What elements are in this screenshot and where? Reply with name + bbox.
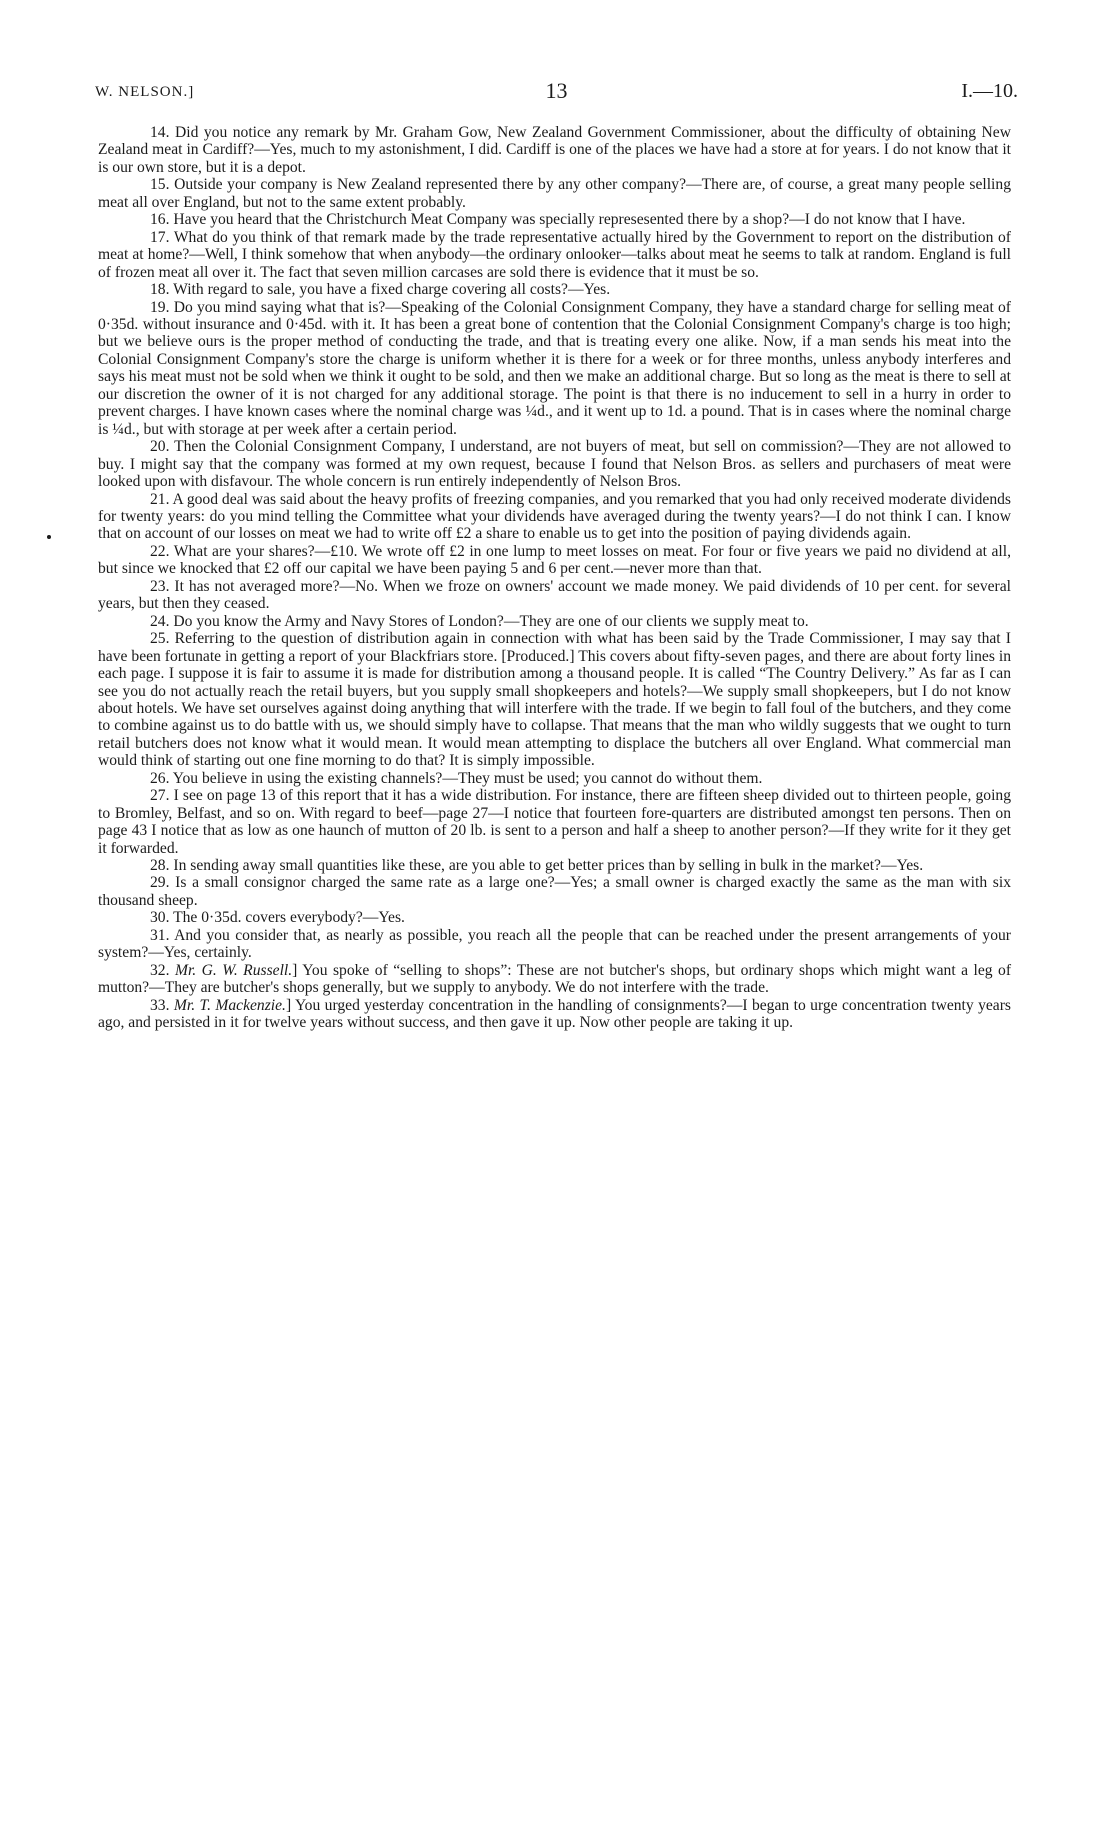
document-reference: I.—10. <box>961 80 1018 102</box>
speaker-name: Mr. G. W. Russell. <box>174 961 293 979</box>
paragraph-q16: 16. Have you heard that the Christchurch Meat Company was specially represesented there by a shop?—I do not know that I have. <box>150 211 966 229</box>
paragraph-q22: 22. What are your shares?—£10. We wrote off £2 in one lump to meet losses on meat. For four or five years we paid no dividend at all, but since we knocked that £2 off our capital we have been paying 5 and 6 per cent.—never more than that. <box>98 542 1011 578</box>
paragraph-text: ] You urged yesterday concentration in the handling of consignments?—I began to urge concentration twenty years ago, and persisted in it for twelve years without success, and then gave it up. Now other people are taking it up. <box>98 996 1011 1032</box>
paragraph-q32 <box>98 962 1011 997</box>
paragraph-q31: 31. And you consider that, as nearly as possible, you reach all the people that can be reached under the present arrangements of your system?—Yes, certainly. <box>98 926 1011 962</box>
paragraph-text: ] You spoke of “selling to shops”: These are not butcher's shops, but ordinary shops which might want a leg of mutton?—They are butcher's shops generally, but we supply to anybody. We do not interfere with the trade. <box>98 961 1012 997</box>
paragraph-q23: 23. It has not averaged more?—No. When we froze on owners' account we made money. We paid dividends of 10 per cent. for several years, but then they ceased. <box>98 577 1011 613</box>
page-number: 13 <box>545 78 568 103</box>
paragraph-q20: 20. Then the Colonial Consignment Company, I understand, are not buyers of meat, but sell on commission?—They are not allowed to buy. I might say that the company was formed at my own request, because I found that Nelson Bros. as sellers and purchasers of meat were looked upon with disfavour. The whole concern is run entirely independently of Nelson Bros. <box>98 438 1011 491</box>
question-number: 32. <box>150 961 170 979</box>
paragraph-q25: 25. Referring to the question of distribution again in connection with what has been said by the Trade Commissioner, I may say that I have been fortunate in getting a report of your Blackfriars store. [Produced.] This covers about fifty-seven pages, and there are about forty lines in each page. I suppose it is fair to assume it is made for distribution among a thousand people. It is called “The Country Delivery.” As far as I can see you do not actually reach the retail buyers, but you supply small shopkeepers and hotels?—We supply small shopkeepers, but I do not know about hotels. We have set ourselves against doing anything that will interfere with the trade. If we begin to fall foul of the butchers, and they come to combine against us to do battle with us, we should simply have to collapse. That means that the man who wildly suggests that we ought to turn retail butchers does not know what it would mean. It would mean attempting to displace the butchers all over England. What commercial man would think of starting out one fine morning to do that? It is simply impossible. <box>98 630 1011 770</box>
document-body <box>98 124 1011 1032</box>
paragraph-q17: 17. What do you think of that remark made by the trade representative actually hired by the Government to report on the distribution of meat at home?—Well, I think somehow that when anybody—the ordinary onlooker—talks about meat he seems to talk at random. England is full of frozen meat all over it. The fact that seven million carcases are sold there is evidence that it must be so. <box>98 228 1011 281</box>
page-header <box>95 78 1018 108</box>
margin-mark <box>47 535 51 539</box>
witness-name: W. NELSON.] <box>95 84 195 100</box>
paragraph-q21: 21. A good deal was said about the heavy profits of freezing companies, and you remarked that you had only received moderate dividends for twenty years: do you mind telling the Committee what your dividends have averaged during the twenty years?—I do not think I can. I know that on account of our losses on meat we had to write off £2 a share to enable us to get into the position of paying dividends again. <box>98 490 1011 543</box>
question-number: 33. <box>150 996 170 1014</box>
paragraph-q18: 18. With regard to sale, you have a fixed charge covering all costs?—Yes. <box>150 281 611 299</box>
speaker-name: Mr. T. Mackenzie. <box>173 996 286 1014</box>
paragraph-q30: 30. The 0·35d. covers everybody?—Yes. <box>150 909 405 927</box>
paragraph-q27: 27. I see on page 13 of this report that it has a wide distribution. For instance, there are fifteen sheep divided out to thirteen people, going to Bromley, Belfast, and so on. With regard to beef—page 27—I notice that fourteen fore-quarters are distributed amongst ten persons. Then on page 43 I notice that as low as one haunch of mutton of 20 lb. is sent to a person and half a sheep to another person?—If they write for it they get it forwarded. <box>98 787 1011 857</box>
paragraph-q24: 24. Do you know the Army and Navy Stores of London?—They are one of our clients we supply meat to. <box>150 612 809 630</box>
paragraph-q28: 28. In sending away small quantities like these, are you able to get better prices than by selling in bulk in the market?—Yes. <box>150 857 924 875</box>
paragraph-q26: 26. You believe in using the existing channels?—They must be used; you cannot do without them. <box>150 769 763 787</box>
paragraph-q33 <box>98 997 1011 1032</box>
paragraph-q14: 14. Did you notice any remark by Mr. Graham Gow, New Zealand Government Commissioner, about the difficulty of obtaining New Zealand meat in Cardiff?—Yes, much to my astonishment, I did. Cardiff is one of the places we have had a store at for years. I do not know that it is our own store, but it is a depot. <box>98 124 1011 176</box>
paragraph-q19: 19. Do you mind saying what that is?—Speaking of the Colonial Consignment Company, they have a standard charge for selling meat of 0·35d. without insurance and 0·45d. with it. It has been a great bone of contention that the Colonial Consignment Company's charge is too high; but we believe ours is the proper method of conducting the trade, and that is treating every one alike. Now, if a man sends his meat into the Colonial Consignment Company's store the charge is uniform whether it is there for a week or for three months, unless anybody interferes and says his meat must not be sold when we think it ought to be sold, and then we make an additional charge. But so long as the meat is there to sell at our discretion the owner of it is not charged for any additional storage. The point is that there is no inducement to sell in a hurry in order to prevent charges. I have known cases where the nominal charge was ¼d., and it went up to 1d. a pound. That is in cases where the nominal charge is ¼d., but with storage at per week after a certain period. <box>98 298 1011 438</box>
paragraph-q29: 29. Is a small consignor charged the same rate as a large one?—Yes; a small owner is charged exactly the same as the man with six thousand sheep. <box>98 874 1011 909</box>
paragraph-q15: 15. Outside your company is New Zealand represented there by any other company?—There are, of course, a great many people selling meat all over England, but not to the same extent probably. <box>98 176 1011 211</box>
